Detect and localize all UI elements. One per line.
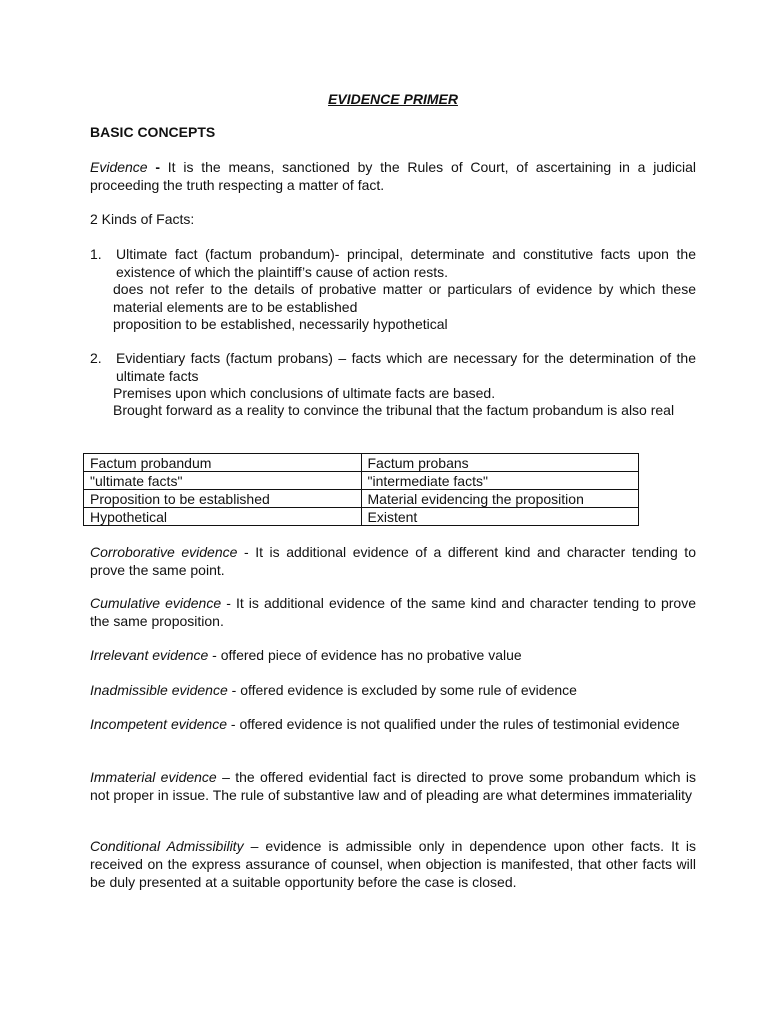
- definition-sep: –: [216, 769, 236, 785]
- evidence-text: It is the means, sanctioned by the Rules of Court, of ascertaining in a judicial proceeding the truth respecting a matter of fact.: [90, 159, 696, 193]
- evidence-definition: [90, 158, 696, 194]
- definition-text: offered evidence is not qualified under the rules of testimonial evidence: [239, 716, 680, 732]
- definition-inadmissible: [90, 681, 696, 699]
- section-heading: BASIC CONCEPTS: [90, 124, 216, 140]
- kind-2-point-1: Premises upon which conclusions of ultimate facts are based.: [113, 385, 496, 401]
- kind-text: Evidentiary facts (factum probans) – facts which are necessary for the determination of the ultimate facts: [116, 350, 696, 384]
- definition-term: Irrelevant evidence: [90, 647, 209, 663]
- definition-term: Inadmissible evidence: [90, 682, 228, 698]
- definition-text: It is additional evidence of the same kind and character tending to prove the same proposition.: [90, 595, 696, 629]
- facts-comparison-table: [83, 453, 639, 526]
- evidence-dash: -: [147, 159, 168, 175]
- table-cell: Factum probandum: [84, 454, 362, 472]
- definition-text: evidence is admissible only in dependence upon other facts. It is received on the express assurance of counsel, when objection is manifested, that other facts will be duly presented at a suitable opportunity before the case is closed.: [90, 838, 696, 890]
- definition-corroborative: [90, 543, 696, 579]
- definition-sep: -: [227, 682, 241, 698]
- table-cell: Material evidencing the proposition: [361, 490, 639, 508]
- definition-conditional-admissibility: [90, 837, 696, 891]
- kind-item-2: [90, 349, 696, 385]
- kinds-intro: 2 Kinds of Facts:: [90, 211, 195, 227]
- table-row: [84, 454, 639, 472]
- definition-sep: -: [221, 595, 236, 611]
- table-cell: "intermediate facts": [361, 472, 639, 490]
- kind-text: Ultimate fact (factum probandum)- principal, determinate and constitutive facts upon the existence of which the plaintiff’s cause of action rests.: [116, 246, 696, 280]
- document-title: EVIDENCE PRIMER: [328, 91, 458, 107]
- definition-text: the offered evidential fact is directed to prove some probandum which is not proper in issue. The rule of substantive law and of pleading are what determines immateriality: [90, 769, 696, 803]
- table-cell: Hypothetical: [84, 508, 362, 526]
- definition-term: Conditional Admissibility: [90, 838, 244, 854]
- kind-number: 1.: [90, 246, 102, 262]
- definition-term: Cumulative evidence: [90, 595, 222, 611]
- kind-1-point-1: does not refer to the details of probative matter or particulars of evidence by which these material elements are to be established: [113, 281, 696, 315]
- definition-sep: -: [237, 544, 256, 560]
- table-cell: "ultimate facts": [84, 472, 362, 490]
- definition-irrelevant: [90, 646, 696, 664]
- table-cell: Existent: [361, 508, 639, 526]
- definition-sep: -: [208, 647, 221, 663]
- table-row: [84, 490, 639, 508]
- table-row: [84, 508, 639, 526]
- definition-text: offered piece of evidence has no probative value: [220, 647, 522, 663]
- table-row: [84, 472, 639, 490]
- kind-1-point-2: proposition to be established, necessarily hypothetical: [113, 316, 448, 332]
- table-cell: Proposition to be established: [84, 490, 362, 508]
- kind-number: 2.: [90, 350, 102, 366]
- kind-2-point-2: Brought forward as a reality to convince the tribunal that the factum probandum is also real: [113, 402, 675, 418]
- definition-cumulative: [90, 594, 696, 630]
- definition-immaterial: [90, 768, 696, 804]
- definition-sep: -: [226, 716, 240, 732]
- definition-term: Immaterial evidence: [90, 769, 217, 785]
- definition-text: offered evidence is excluded by some rule of evidence: [240, 682, 577, 698]
- table-cell: Factum probans: [361, 454, 639, 472]
- definition-sep: –: [243, 838, 266, 854]
- definition-term: Corroborative evidence: [90, 544, 238, 560]
- kind-item-1: [90, 245, 696, 281]
- definition-term: Incompetent evidence: [90, 716, 227, 732]
- definition-text: It is additional evidence of a different kind and character tending to prove the same point.: [90, 544, 696, 578]
- evidence-term: Evidence: [90, 159, 148, 175]
- definition-incompetent: [90, 715, 696, 733]
